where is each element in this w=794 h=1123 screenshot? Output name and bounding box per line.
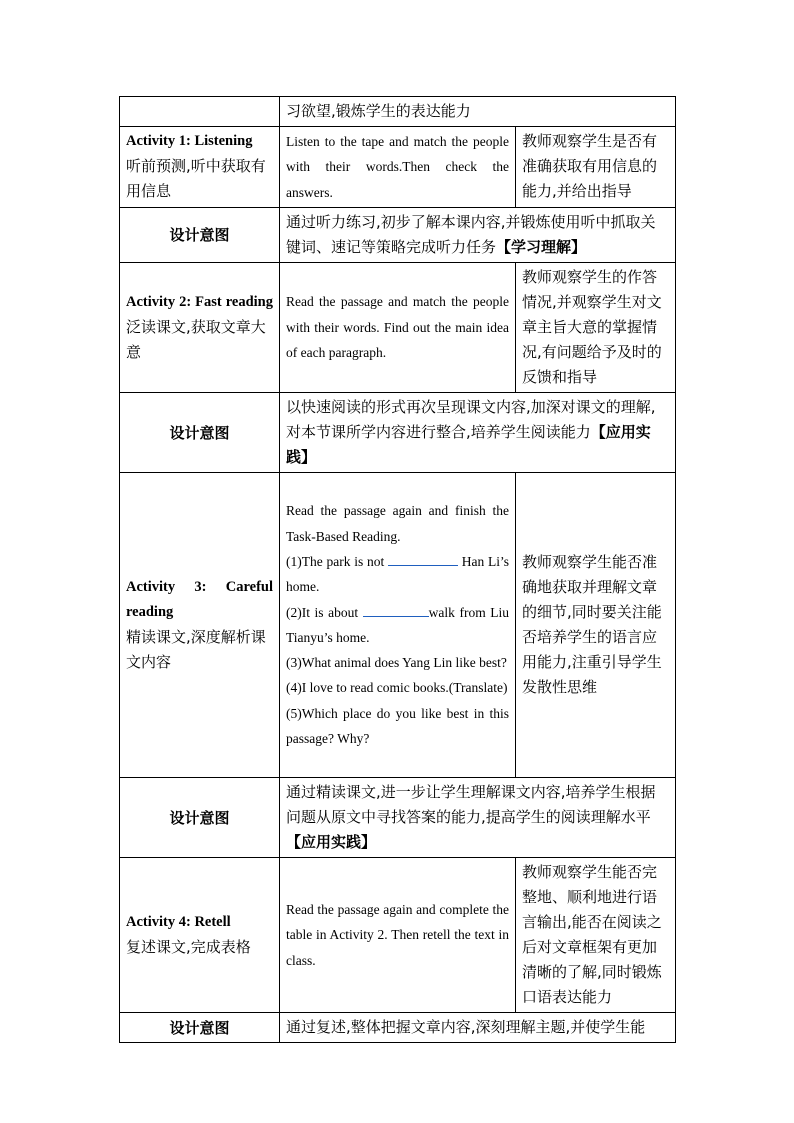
- activity-description: 泛读课文,获取文章大意: [126, 317, 266, 361]
- activity-description: 复述课文,完成表格: [126, 937, 251, 956]
- task-cell: [280, 472, 516, 777]
- task-cell: Read the passage and match the people with their words. Find out the main idea of each paragraph.: [280, 262, 516, 392]
- question-2: [286, 600, 509, 651]
- intent-text: 以快速阅读的形式再次呈现课文内容,加深对课文的理解,对本节课所学内容进行整合,培养学生阅读能力: [286, 397, 656, 441]
- table-row: [120, 262, 676, 392]
- observation-cell: 教师观察学生的作答情况,并观察学生对文章主旨大意的掌握情况,有问题给予及时的反馈和指导: [516, 262, 676, 392]
- table-row: [120, 472, 676, 777]
- intent-text-cell: [280, 207, 676, 262]
- activity-cell: [120, 262, 280, 392]
- intent-label: 设计意图: [120, 207, 280, 262]
- intent-tag: 【应用实践】: [286, 832, 377, 851]
- activity-title: Activity 3: Careful reading: [126, 578, 273, 620]
- task-cell: Read the passage again and complete the table in Activity 2. Then retell the text in class.: [280, 857, 516, 1012]
- table-row: [120, 97, 676, 127]
- intent-text-cell: [280, 392, 676, 472]
- activity-cell: [120, 472, 280, 777]
- table-row: [120, 857, 676, 1012]
- question-5: (5)Which place do you like best in this passage? Why?: [286, 705, 509, 747]
- question-text: walk from Liu Tianyu’s home.: [286, 604, 509, 645]
- activity-title: Activity 1: Listening: [126, 133, 253, 150]
- intent-label: 设计意图: [120, 392, 280, 472]
- activity-cell: [120, 857, 280, 1012]
- intent-text-cell: [280, 777, 676, 857]
- intent-label: 设计意图: [120, 777, 280, 857]
- intent-tag: 【应用实践】: [286, 422, 651, 466]
- table-row: [120, 207, 676, 262]
- question-4: (4)I love to read comic books.(Translate): [286, 680, 508, 696]
- observation-cell: 教师观察学生能否完整地、顺利地进行语言输出,能否在阅读之后对文章框架有更加清晰的了解,同时锻炼口语表达能力: [516, 857, 676, 1012]
- lesson-plan-table: [119, 96, 676, 1043]
- observation-cell: 教师观察学生能否准确地获取并理解文章的细节,同时要关注能否培养学生的语言应用能力,注重引导学生发散性思维: [516, 472, 676, 777]
- question-1: [286, 549, 509, 600]
- answer-blank: [388, 551, 458, 566]
- empty-cell: [120, 97, 280, 127]
- intent-text: 通过复述,整体把握文章内容,深刻理解主题,并使学生能: [286, 1017, 646, 1036]
- task-intro: Read the passage again and finish the Task-Based Reading.: [286, 503, 509, 544]
- table-row: [120, 392, 676, 472]
- intent-text-cell: [280, 1012, 676, 1042]
- activity-description: 听前预测,听中获取有用信息: [126, 157, 266, 201]
- activity-cell: [120, 127, 280, 208]
- observation-cell: 教师观察学生是否有准确获取有用信息的能力,并给出指导: [516, 127, 676, 208]
- task-cell: Listen to the tape and match the people with their words.Then check the answers.: [280, 127, 516, 208]
- answer-blank: [363, 602, 429, 617]
- question-text: Han Li’s home.: [286, 554, 509, 595]
- intent-tag: 【学习理解】: [496, 237, 587, 256]
- question-text: (1)The park is not: [286, 554, 388, 569]
- activity-title: Activity 2: Fast reading: [126, 293, 273, 310]
- intent-text: 通过听力练习,初步了解本课内容,并锻炼使用听中抓取关键词、速记等策略完成听力任务: [286, 212, 656, 256]
- activity-description: 精读课文,深度解析课文内容: [126, 627, 266, 671]
- activity-title: Activity 4: Retell: [126, 913, 231, 930]
- continued-intent-cell: 习欲望,锻炼学生的表达能力: [280, 97, 676, 127]
- table-row: [120, 777, 676, 857]
- question-text: (2)It is about: [286, 604, 363, 620]
- question-3: (3)What animal does Yang Lin like best?: [286, 655, 507, 671]
- table-row: [120, 127, 676, 208]
- intent-label: 设计意图: [120, 1012, 280, 1042]
- table-row: [120, 1012, 676, 1042]
- intent-text: 通过精读课文,进一步让学生理解课文内容,培养学生根据问题从原文中寻找答案的能力,提高学生的阅读理解水平: [286, 782, 656, 826]
